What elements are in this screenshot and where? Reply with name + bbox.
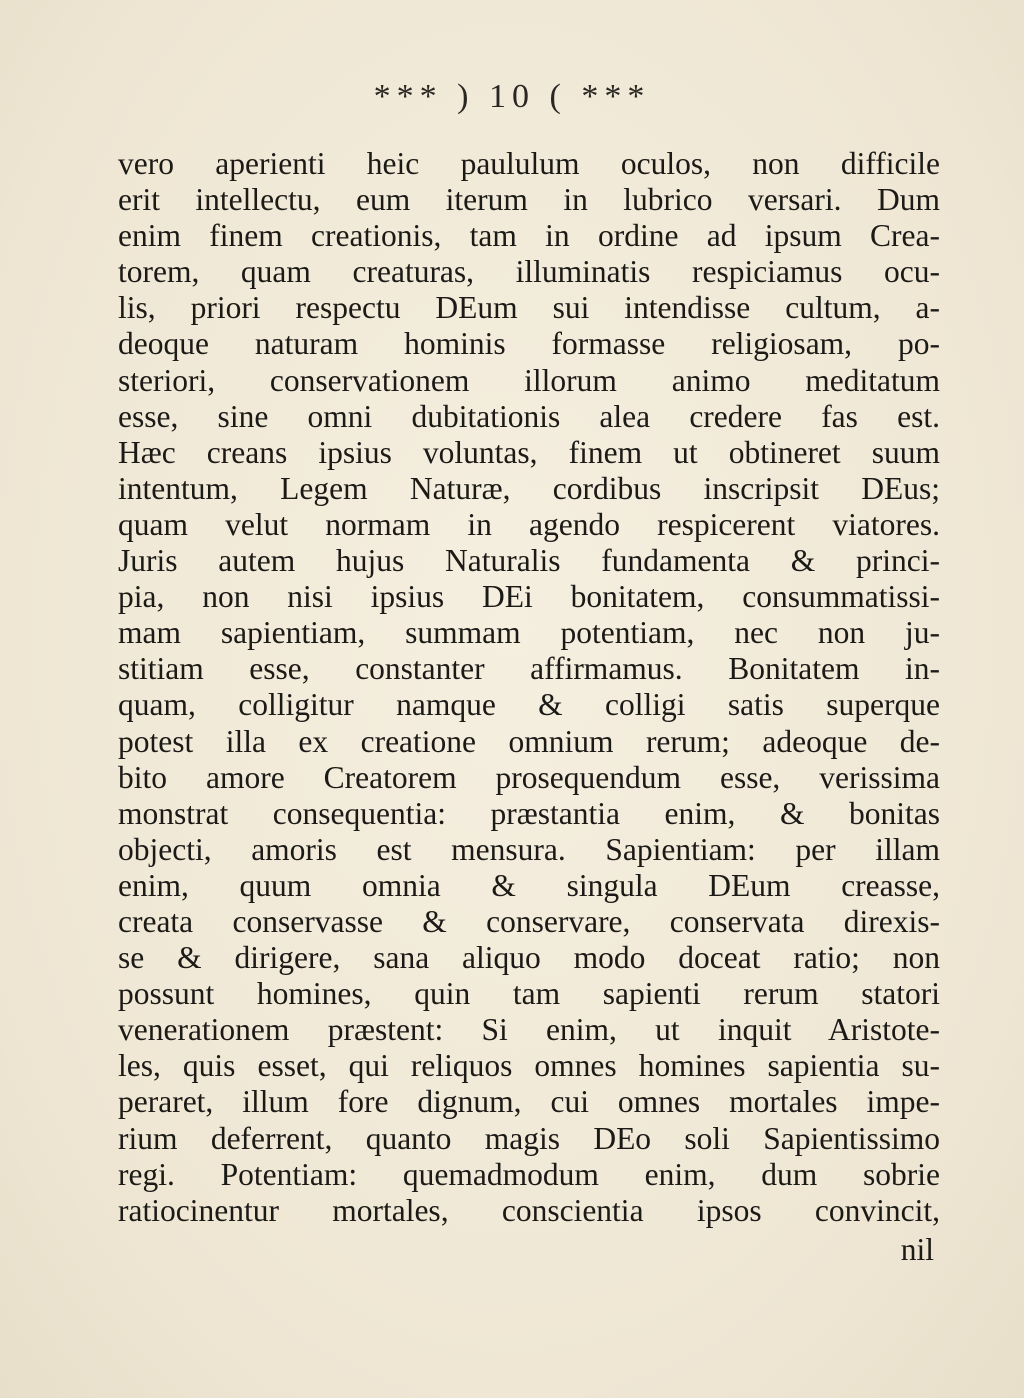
- catchword: nil: [900, 1232, 934, 1267]
- text-line: mam sapientiam, summam potentiam, nec non ju-: [118, 615, 940, 651]
- text-line: possunt homines, quin tam sapienti rerum statori: [118, 976, 940, 1012]
- text-line: rium deferrent, quanto magis DEo soli Sapientissimo: [118, 1120, 940, 1156]
- text-line: se & dirigere, sana aliquo modo doceat ratio; non: [118, 940, 940, 976]
- text-line: intentum, Legem Naturæ, cordibus inscripsit DEus;: [118, 470, 940, 506]
- text-line: erit intellectu, eum iterum in lubrico versari. Dum: [118, 182, 940, 218]
- text-line: Hæc creans ipsius voluntas, finem ut obtineret suum: [118, 434, 940, 470]
- text-line: quam velut normam in agendo respicerent viatores.: [118, 506, 940, 542]
- text-line: enim, quum omnia & singula DEum creasse,: [118, 867, 940, 903]
- text-line: lis, priori respectu DEum sui intendisse cultum, a-: [118, 290, 940, 326]
- text-line: venerationem præstent: Si enim, ut inquit Aristote-: [118, 1012, 940, 1048]
- text-line: vero aperienti heic paululum oculos, non difficile: [118, 146, 940, 181]
- text-line: potest illa ex creatione omnium rerum; adeoque de-: [118, 723, 940, 759]
- text-line: torem, quam creaturas, illuminatis respiciamus ocu-: [118, 254, 940, 290]
- text-line: objecti, amoris est mensura. Sapientiam: per illam: [118, 831, 940, 867]
- text-line: regi. Potentiam: quemadmodum enim, dum sobrie: [118, 1156, 940, 1192]
- text-line: creata conservasse & conservare, conservata direxis-: [118, 903, 940, 939]
- text-line: esse, sine omni dubitationis alea credere fas est.: [118, 398, 940, 434]
- text-line: steriori, conservationem illorum animo meditatum: [118, 362, 940, 398]
- body-text: [118, 146, 940, 1229]
- text-line: pia, non nisi ipsius DEi bonitatem, consummatissi-: [118, 579, 940, 615]
- text-line: stitiam esse, constanter affirmamus. Bonitatem in-: [118, 651, 940, 687]
- text-line: les, quis esset, qui reliquos omnes homines sapientia su-: [118, 1048, 940, 1084]
- text-line: quam, colligitur namque & colligi satis superque: [118, 687, 940, 723]
- text-line: peraret, illum fore dignum, cui omnes mortales impe-: [118, 1084, 940, 1120]
- text-line: monstrat consequentia: præstantia enim, & bonitas: [118, 795, 940, 831]
- text-line: bito amore Creatorem prosequendum esse, verissima: [118, 759, 940, 795]
- page-header: *** ) 10 ( ***: [373, 78, 651, 115]
- text-line: ratiocinentur mortales, conscientia ipsos convincit,: [118, 1192, 940, 1228]
- text-line: deoque naturam hominis formasse religiosam, po-: [118, 326, 940, 362]
- text-line: Juris autem hujus Naturalis fundamenta & princi-: [118, 543, 940, 579]
- text-line: enim finem creationis, tam in ordine ad ipsum Crea-: [118, 218, 940, 254]
